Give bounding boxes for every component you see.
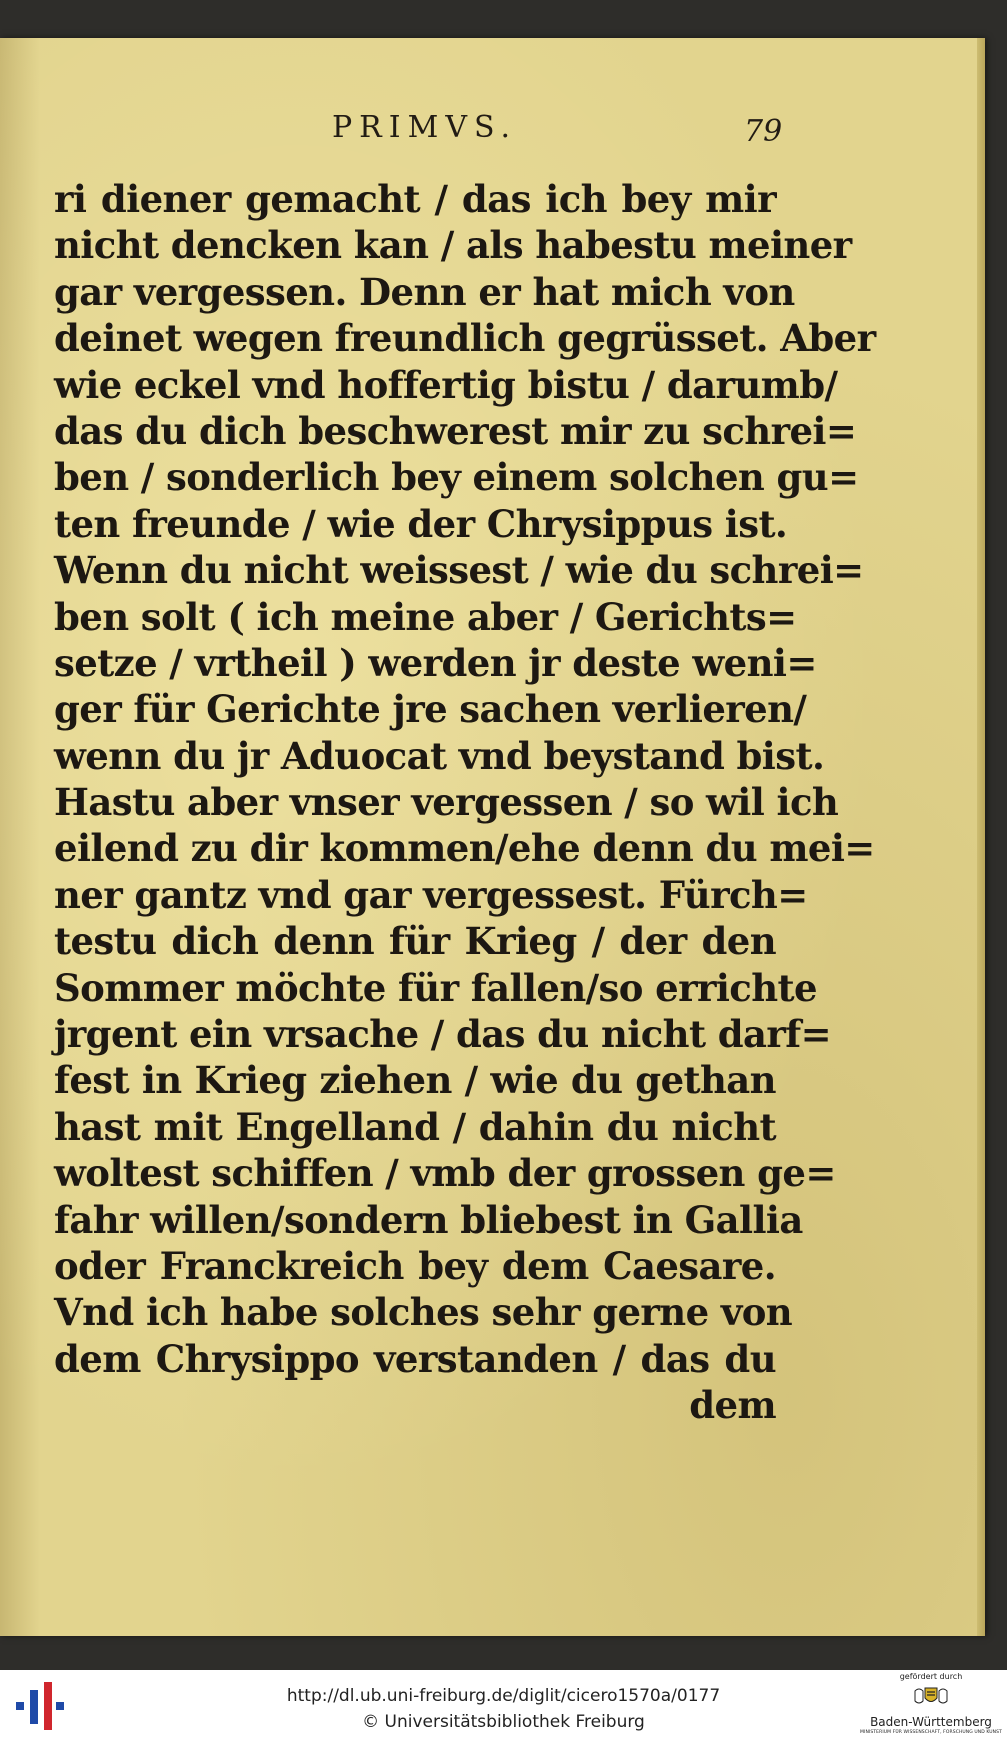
text-line: wie eckel vnd hoffertig bistu / darumb/ bbox=[54, 362, 838, 407]
page-url-link[interactable]: http://dl.ub.uni-freiburg.de/diglit/cicero1570a/0177 bbox=[286, 1686, 721, 1706]
body-text bbox=[54, 176, 876, 1429]
text-line: ten freunde / wie der Chrysippus ist. bbox=[54, 501, 788, 546]
text-line: testu dich denn für Krieg / der den bbox=[54, 919, 776, 964]
text-line: ger für Gerichte jre sachen verlieren/ bbox=[54, 687, 807, 732]
baden-wuerttemberg-crest-icon bbox=[911, 1685, 951, 1709]
copyright-notice: © Universitätsbibliothek Freiburg bbox=[362, 1712, 645, 1732]
text-line: eilend zu dir kommen/ehe denn du mei= bbox=[54, 826, 875, 871]
text-line: ben solt ( ich meine aber / Gerichts= bbox=[54, 594, 797, 639]
book-page bbox=[0, 38, 985, 1636]
text-line: nicht dencken kan / als habestu meiner bbox=[54, 223, 852, 268]
funder-ministry: MINISTERIUM FÜR WISSENSCHAFT, FORSCHUNG UND KUNST bbox=[860, 1730, 1002, 1735]
text-line: setze / vrtheil ) werden jr deste weni= bbox=[54, 640, 817, 685]
running-head: PRIMVS. bbox=[332, 110, 518, 145]
footer bbox=[0, 1670, 1007, 1740]
text-line: ner gantz vnd gar vergessest. Fürch= bbox=[54, 872, 808, 917]
text-line: woltest schiffen / vmb der grossen ge= bbox=[54, 1151, 836, 1196]
text-line: gar vergessen. Denn er hat mich von bbox=[54, 269, 795, 314]
text-line: hast mit Engelland / dahin du nicht bbox=[54, 1104, 776, 1149]
text-line: Wenn du nicht weissest / wie du schrei= bbox=[54, 548, 864, 593]
page-edge bbox=[977, 38, 985, 1636]
text-line: Hastu aber vnser vergessen / so wil ich bbox=[54, 780, 839, 825]
text-line: ben / sonderlich bey einem solchen gu= bbox=[54, 455, 859, 500]
text-line: fahr willen/sondern bliebest in Gallia bbox=[54, 1197, 803, 1242]
text-line: dem bbox=[689, 1383, 776, 1428]
text-line: ri diener gemacht / das ich bey mir bbox=[54, 177, 776, 221]
text-line: Sommer möchte für fallen/so errichte bbox=[54, 965, 817, 1010]
text-line: deinet wegen freundlich gegrüsset. Aber bbox=[54, 316, 876, 361]
text-line: fest in Krieg ziehen / wie du gethan bbox=[54, 1058, 776, 1103]
text-line: oder Franckreich bey dem Caesare. bbox=[54, 1243, 776, 1288]
text-line: dem Chrysippo verstanden / das du bbox=[54, 1336, 776, 1381]
funder-name: Baden-Württemberg bbox=[870, 1715, 992, 1729]
funder-badge[interactable] bbox=[858, 1670, 1004, 1740]
text-line: wenn du jr Aduocat vnd beystand bist. bbox=[54, 733, 825, 778]
text-line: das du dich beschwerest mir zu schrei= bbox=[54, 408, 857, 453]
funder-label: gefördert durch bbox=[899, 1672, 963, 1681]
text-line: jrgent ein vrsache / das du nicht darf= bbox=[54, 1012, 832, 1057]
text-line: Vnd ich habe solches sehr gerne von bbox=[54, 1290, 793, 1335]
page-number: 79 bbox=[744, 114, 783, 149]
